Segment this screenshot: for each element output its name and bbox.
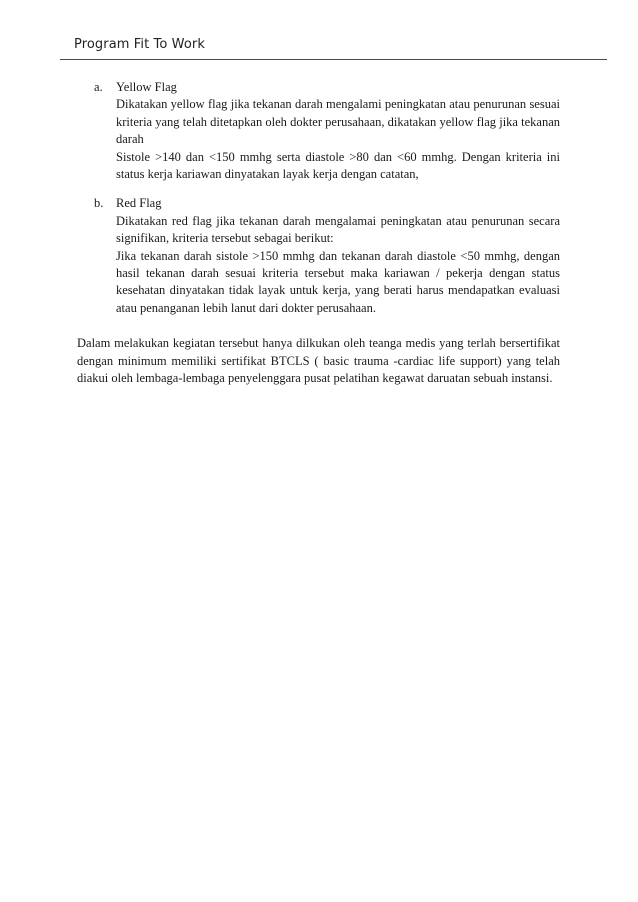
closing-paragraph: Dalam melakukan kegiatan tersebut hanya dilkukan oleh teanga medis yang terlah bersertifikat dengan minimum memiliki sertifikat BTCLS ( basic trauma -cardiac life support) yang telah diakui oleh lembaga-lembaga penyelenggara pusat pelatihan kegawat daruatan sebuah instansi. [77,336,560,386]
header-divider [60,59,607,60]
list-item-yellow-flag [77,79,560,183]
yellow-flag-description: Dikatakan yellow flag jika tekanan darah mengalami peningkatan atau penurunan sesuai kriteria yang telah ditetapkan oleh dokter perusahaan, dikatakan yellow flag jika tekanan darah [116,97,560,147]
red-flag-title: Red Flag [116,196,162,211]
red-flag-description: Dikatakan red flag jika tekanan darah mengalamai peningkatan atau penurunan secara signifikan, kriteria tersebut sebagai berikut: [116,213,560,246]
page-header-title: Program Fit To Work [74,37,205,52]
list-marker: b. [94,196,104,211]
document-body [77,79,560,388]
list-marker: a. [94,80,103,94]
list-item-red-flag [77,195,560,317]
red-flag-criteria: Jika tekanan darah sistole >150 mmhg dan tekanan darah diastole <50 mmhg, dengan hasil tekanan darah sesuai kriteria tersebut maka kariawan / pekerja dengan status kesehatan dinyatakan tidak layak untuk kerja, yang berati harus mendapatkan evaluasi atau penanganan lebih lanut dari dokter perusahaan. [116,248,560,315]
yellow-flag-title: Yellow Flag [116,80,177,94]
yellow-flag-criteria: Sistole >140 dan <150 mmhg serta diastole >80 dan <60 mmhg. Dengan kriteria ini status kerja kariawan dinyatakan layak kerja dengan catatan, [116,149,560,182]
